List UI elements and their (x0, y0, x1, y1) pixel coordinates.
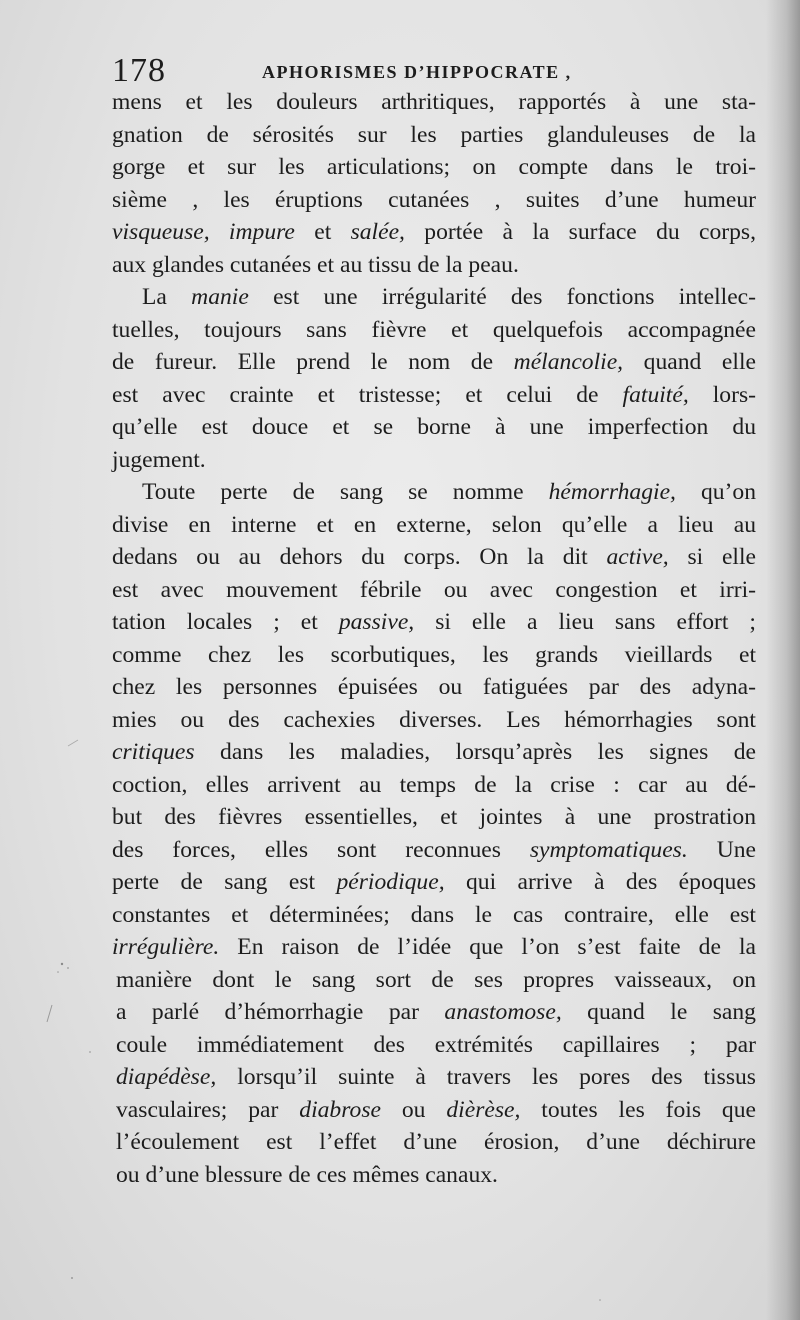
text-segment: si elle (668, 544, 757, 570)
text-segment: des forces, elles sont reconnues (112, 836, 530, 863)
text-line (112, 964, 756, 997)
text-line (112, 184, 756, 217)
italic-term: diapédèse, (116, 1064, 217, 1090)
text-line (112, 1094, 756, 1127)
text-segment: si elle a lieu sans effort ; (414, 609, 756, 635)
text-line (112, 866, 756, 899)
page-number: 178 (112, 52, 166, 89)
text-line (112, 379, 756, 412)
text-segment: constantes et déterminées; dans le cas contraire, elle est (112, 901, 756, 928)
text-line (112, 1159, 756, 1192)
text-line (112, 444, 756, 477)
text-line (112, 411, 756, 444)
text-line (112, 216, 756, 249)
text-line (112, 704, 756, 737)
text-line (112, 314, 756, 347)
text-segment: sième , les éruptions cutanées , suites d’une humeur (112, 186, 756, 213)
italic-term: symptomatiques. (529, 836, 688, 863)
text-segment: comme chez les scorbutiques, les grands vieillards et (112, 641, 756, 668)
italic-term: diabrose (299, 1096, 381, 1123)
italic-term: manie (191, 284, 249, 310)
text-line (112, 281, 756, 314)
italic-term: visqueuse, impure (112, 219, 295, 245)
text-line (112, 509, 756, 542)
page-gutter-shadow (766, 0, 800, 1320)
italic-term: hémorrhagie, (548, 479, 676, 505)
text-line (112, 119, 756, 152)
italic-term: anastomose, (444, 999, 562, 1025)
text-segment: est avec mouvement fébrile ou avec congestion et irri- (112, 576, 756, 603)
text-line (112, 1061, 756, 1094)
text-line (112, 834, 756, 867)
italic-term: mélancolie, (513, 349, 624, 375)
text-line (112, 151, 756, 184)
text-line (112, 639, 756, 672)
text-segment: En raison de l’idée que l’on s’est faite de la (219, 934, 756, 960)
text-line (112, 606, 756, 639)
text-segment: qu’elle est douce et se borne à une imperfection du (112, 414, 756, 440)
italic-term: passive, (338, 609, 415, 635)
text-line (112, 574, 756, 607)
text-segment: quand elle (623, 349, 756, 375)
italic-term: active, (606, 544, 669, 570)
text-segment: qui arrive à des époques (444, 869, 756, 895)
text-segment: quand le sang (561, 999, 756, 1025)
text-segment: but des fièvres essentielles, et jointes à une prostration (112, 804, 756, 830)
text-line (112, 736, 756, 769)
text-segment: ou d’une blessure de ces mêmes canaux. (116, 1161, 498, 1188)
text-segment: gorge et sur les articulations; on compte dans le troi- (112, 154, 756, 180)
text-line (112, 476, 756, 509)
text-segment: vasculaires; par (116, 1096, 300, 1123)
text-segment: coction, elles arrivent au temps de la crise : car au dé- (112, 771, 756, 798)
text-segment: et (294, 219, 351, 245)
text-segment: coule immédiatement des extrémités capillaires ; par (116, 1031, 756, 1058)
text-segment: dedans ou au dehors du corps. On la dit (112, 544, 607, 570)
text-segment: a parlé d’hémorrhagie par (116, 999, 445, 1025)
text-line (112, 346, 756, 379)
text-segment: gnation de sérosités sur les parties glanduleuses de la (112, 121, 756, 148)
italic-term: irrégulière. (112, 934, 220, 960)
italic-term: salée, (350, 219, 405, 245)
text-segment: tation locales ; et (112, 609, 339, 635)
running-title: APHORISMES D’HIPPOCRATE , (262, 62, 572, 82)
italic-term: dièrèse, (446, 1096, 521, 1123)
text-segment: perte de sang est (112, 869, 337, 895)
text-segment: Une (687, 836, 756, 863)
text-segment: aux glandes cutanées et au tissu de la peau. (112, 251, 519, 278)
text-segment: portée à la surface du corps, (404, 219, 756, 245)
text-line (112, 86, 756, 119)
text-segment: tuelles, toujours sans fièvre et quelquefois accompagnée (112, 316, 756, 343)
text-segment: lorsqu’il suinte à travers les pores des tissus (216, 1064, 756, 1090)
text-line (112, 801, 756, 834)
text-segment: est avec crainte et tristesse; et celui de (112, 381, 623, 408)
text-line (112, 769, 756, 802)
text-segment: toutes les fois que (520, 1096, 756, 1123)
text-segment: mies ou des cachexies diverses. Les hémorrhagies sont (112, 706, 756, 733)
text-line (112, 671, 756, 704)
text-line (112, 541, 756, 574)
text-segment: manière dont le sang sort de ses propres vaisseaux, on (116, 966, 756, 993)
body-text (112, 86, 756, 1191)
text-segment: de fureur. Elle prend le nom de (112, 349, 514, 375)
italic-term: périodique, (336, 869, 445, 895)
text-segment: divise en interne et en externe, selon qu’elle a lieu au (112, 511, 756, 538)
text-segment: ou (380, 1096, 447, 1123)
text-segment: dans les maladies, lorsqu’après les signes de (194, 739, 756, 765)
text-segment: lors- (688, 381, 756, 408)
text-segment: chez les personnes épuisées ou fatiguées par des adyna- (112, 674, 756, 700)
text-segment: est une irrégularité des fonctions intellec- (248, 284, 756, 310)
text-segment: qu’on (675, 479, 756, 505)
text-line (112, 996, 756, 1029)
text-line (112, 1126, 756, 1159)
text-segment: mens et les douleurs arthritiques, rapportés à une sta- (112, 89, 756, 115)
text-segment: Toute perte de sang se nomme (142, 479, 549, 505)
text-line (112, 1029, 756, 1062)
italic-term: fatuité, (622, 381, 689, 408)
text-line (112, 931, 756, 964)
text-segment: La (142, 284, 192, 310)
text-segment: jugement. (112, 446, 206, 473)
italic-term: critiques (112, 739, 195, 765)
text-line (112, 249, 756, 282)
text-line (112, 899, 756, 932)
text-segment: l’écoulement est l’effet d’une érosion, d’une déchirure (116, 1129, 756, 1155)
